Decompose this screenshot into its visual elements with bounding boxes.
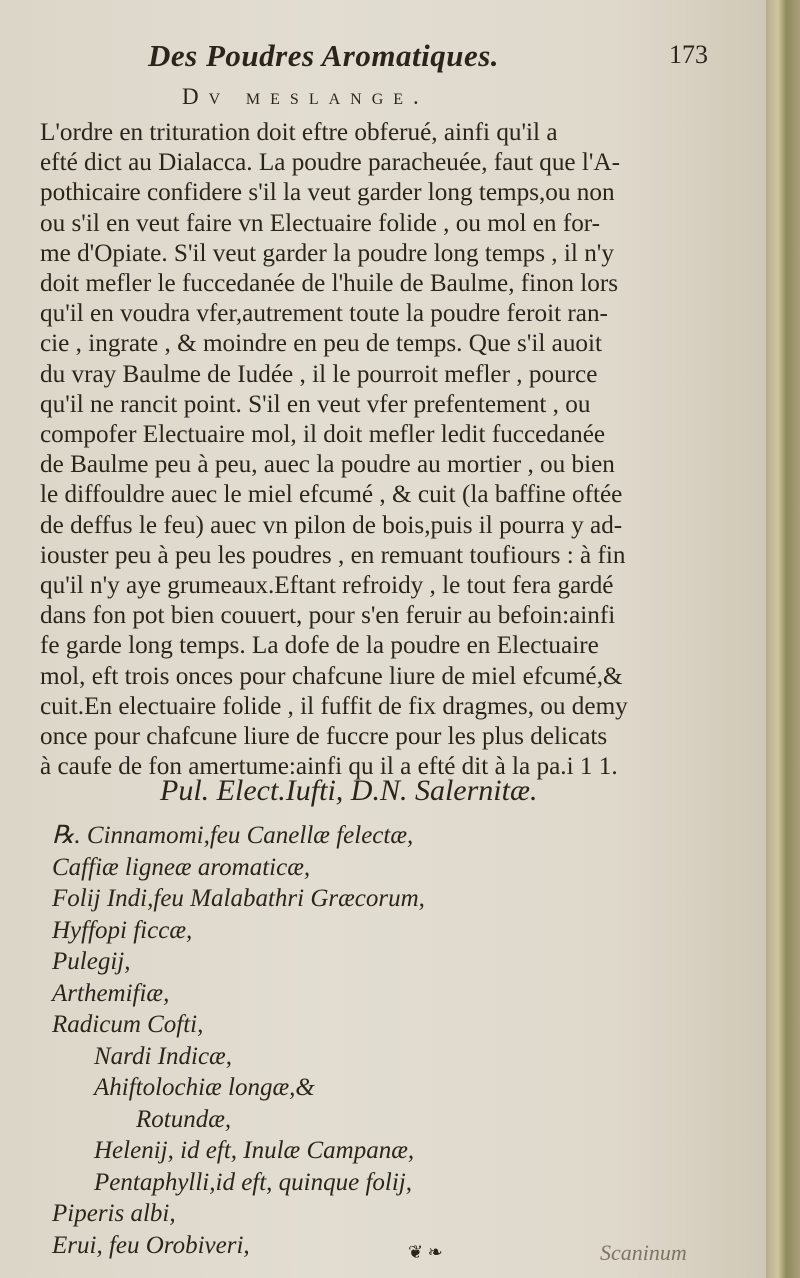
running-head: Des Poudres Aromatiques. (148, 38, 500, 73)
text-line: efté dict au Dialacca. La poudre paracheuée, faut que l'A- (40, 149, 621, 177)
recipe-item: Radicum Cofti, (52, 1011, 204, 1038)
section-title: Dv meslange. (182, 84, 429, 109)
recipe-item: Hyffopi ficcæ, (52, 916, 193, 944)
catchword: Scaninum (600, 1240, 687, 1265)
recipe-item: Pentaphylli,id eft, quinque folij, (94, 1168, 413, 1196)
text-line: cie , ingrate , & moindre en peu de temps. Que s'il auoit (40, 330, 603, 358)
ornament: ❦ ❧ (408, 1242, 443, 1262)
text-line: qu'il en voudra vfer,autrement toute la poudre feroit ran- (40, 300, 608, 328)
text-line: me d'Opiate. S'il veut garder la poudre long temps , il n'y (40, 239, 614, 267)
page-header (148, 38, 708, 78)
text-line: mol, eft trois onces pour chafcune liure de miel efcumé,& (40, 662, 623, 690)
text-line: doit mefler le fuccedanée de l'huile de Baulme, finon lors (40, 270, 619, 298)
text-line: qu'il ne rancit point. S'il en veut vfer prefentement , ou (40, 390, 591, 418)
recipe-item: Nardi Indicæ, (94, 1042, 232, 1070)
text-line: fe garde long temps. La dofe de la poudre en Electuaire (40, 632, 599, 660)
text-line: iouster peu à peu les poudres , en remuant toufiours : à fin (40, 541, 626, 569)
text-line: de Baulme peu à peu, auec la poudre au mortier , ou bien (40, 451, 615, 479)
text-line: cuit.En electuaire folide , il fuffit de fix dragmes, ou demy (40, 692, 628, 720)
recipe-item: Caffiæ ligneæ aromaticæ, (52, 853, 311, 881)
text-line: L'ordre en trituration doit eftre obferué, ainfi qu'il a (40, 119, 558, 146)
recipe-item: Pulegij, (52, 948, 131, 975)
recipe-item: Ahiftolochiæ longæ,& (94, 1074, 315, 1101)
recipe-item: Erui, feu Orobiveri, (52, 1231, 250, 1259)
body-paragraph (40, 118, 680, 782)
text-line: qu'il n'y aye grumeaux.Eftant refroidy , le tout fera gardé (40, 572, 614, 600)
formula-title: Pul. Elect.Iufti, D.N. Salernitæ. (160, 774, 538, 807)
recipe-item: ℞. Cinnamomi,feu Canellæ felectæ, (52, 822, 414, 849)
text-line: ou s'il en veut faire vn Electuaire folide , ou mol en for- (40, 209, 601, 237)
recipe-item: Arthemifiæ, (52, 979, 170, 1007)
text-line: le diffouldre auec le miel efcumé , & cuit (la baffine oftée (40, 481, 623, 509)
recipe-item: Folij Indi,feu Malabathri Græcorum, (52, 885, 425, 912)
recipe-item: Piperis albi, (52, 1200, 176, 1227)
text-line: de deffus le feu) auec vn pilon de bois,puis il pourra y ad- (40, 511, 623, 539)
text-line: du vray Baulme de Iudée , il le pourroit mefler , pource (40, 360, 598, 388)
recipe-list (52, 820, 692, 1261)
text-line: à caufe de fon amertume:ainfi qu il a efté dit à la pa.i 1 1. (40, 753, 618, 781)
text-line: once pour chafcune liure de fuccre pour les plus delicats (40, 723, 608, 751)
text-line: compofer Electuaire mol, il doit mefler ledit fuccedanée (40, 421, 606, 449)
text-line: dans fon pot bien couuert, pour s'en feruir au befoin:ainfi (40, 602, 616, 630)
text-line: pothicaire confidere s'il la veut garder long temps,ou non (40, 179, 615, 207)
page-number: 173 (669, 40, 708, 69)
page-edge (766, 0, 800, 1278)
recipe-item: Helenij, id eft, Inulæ Campanæ, (94, 1137, 415, 1164)
recipe-item: Rotundæ, (136, 1105, 232, 1133)
